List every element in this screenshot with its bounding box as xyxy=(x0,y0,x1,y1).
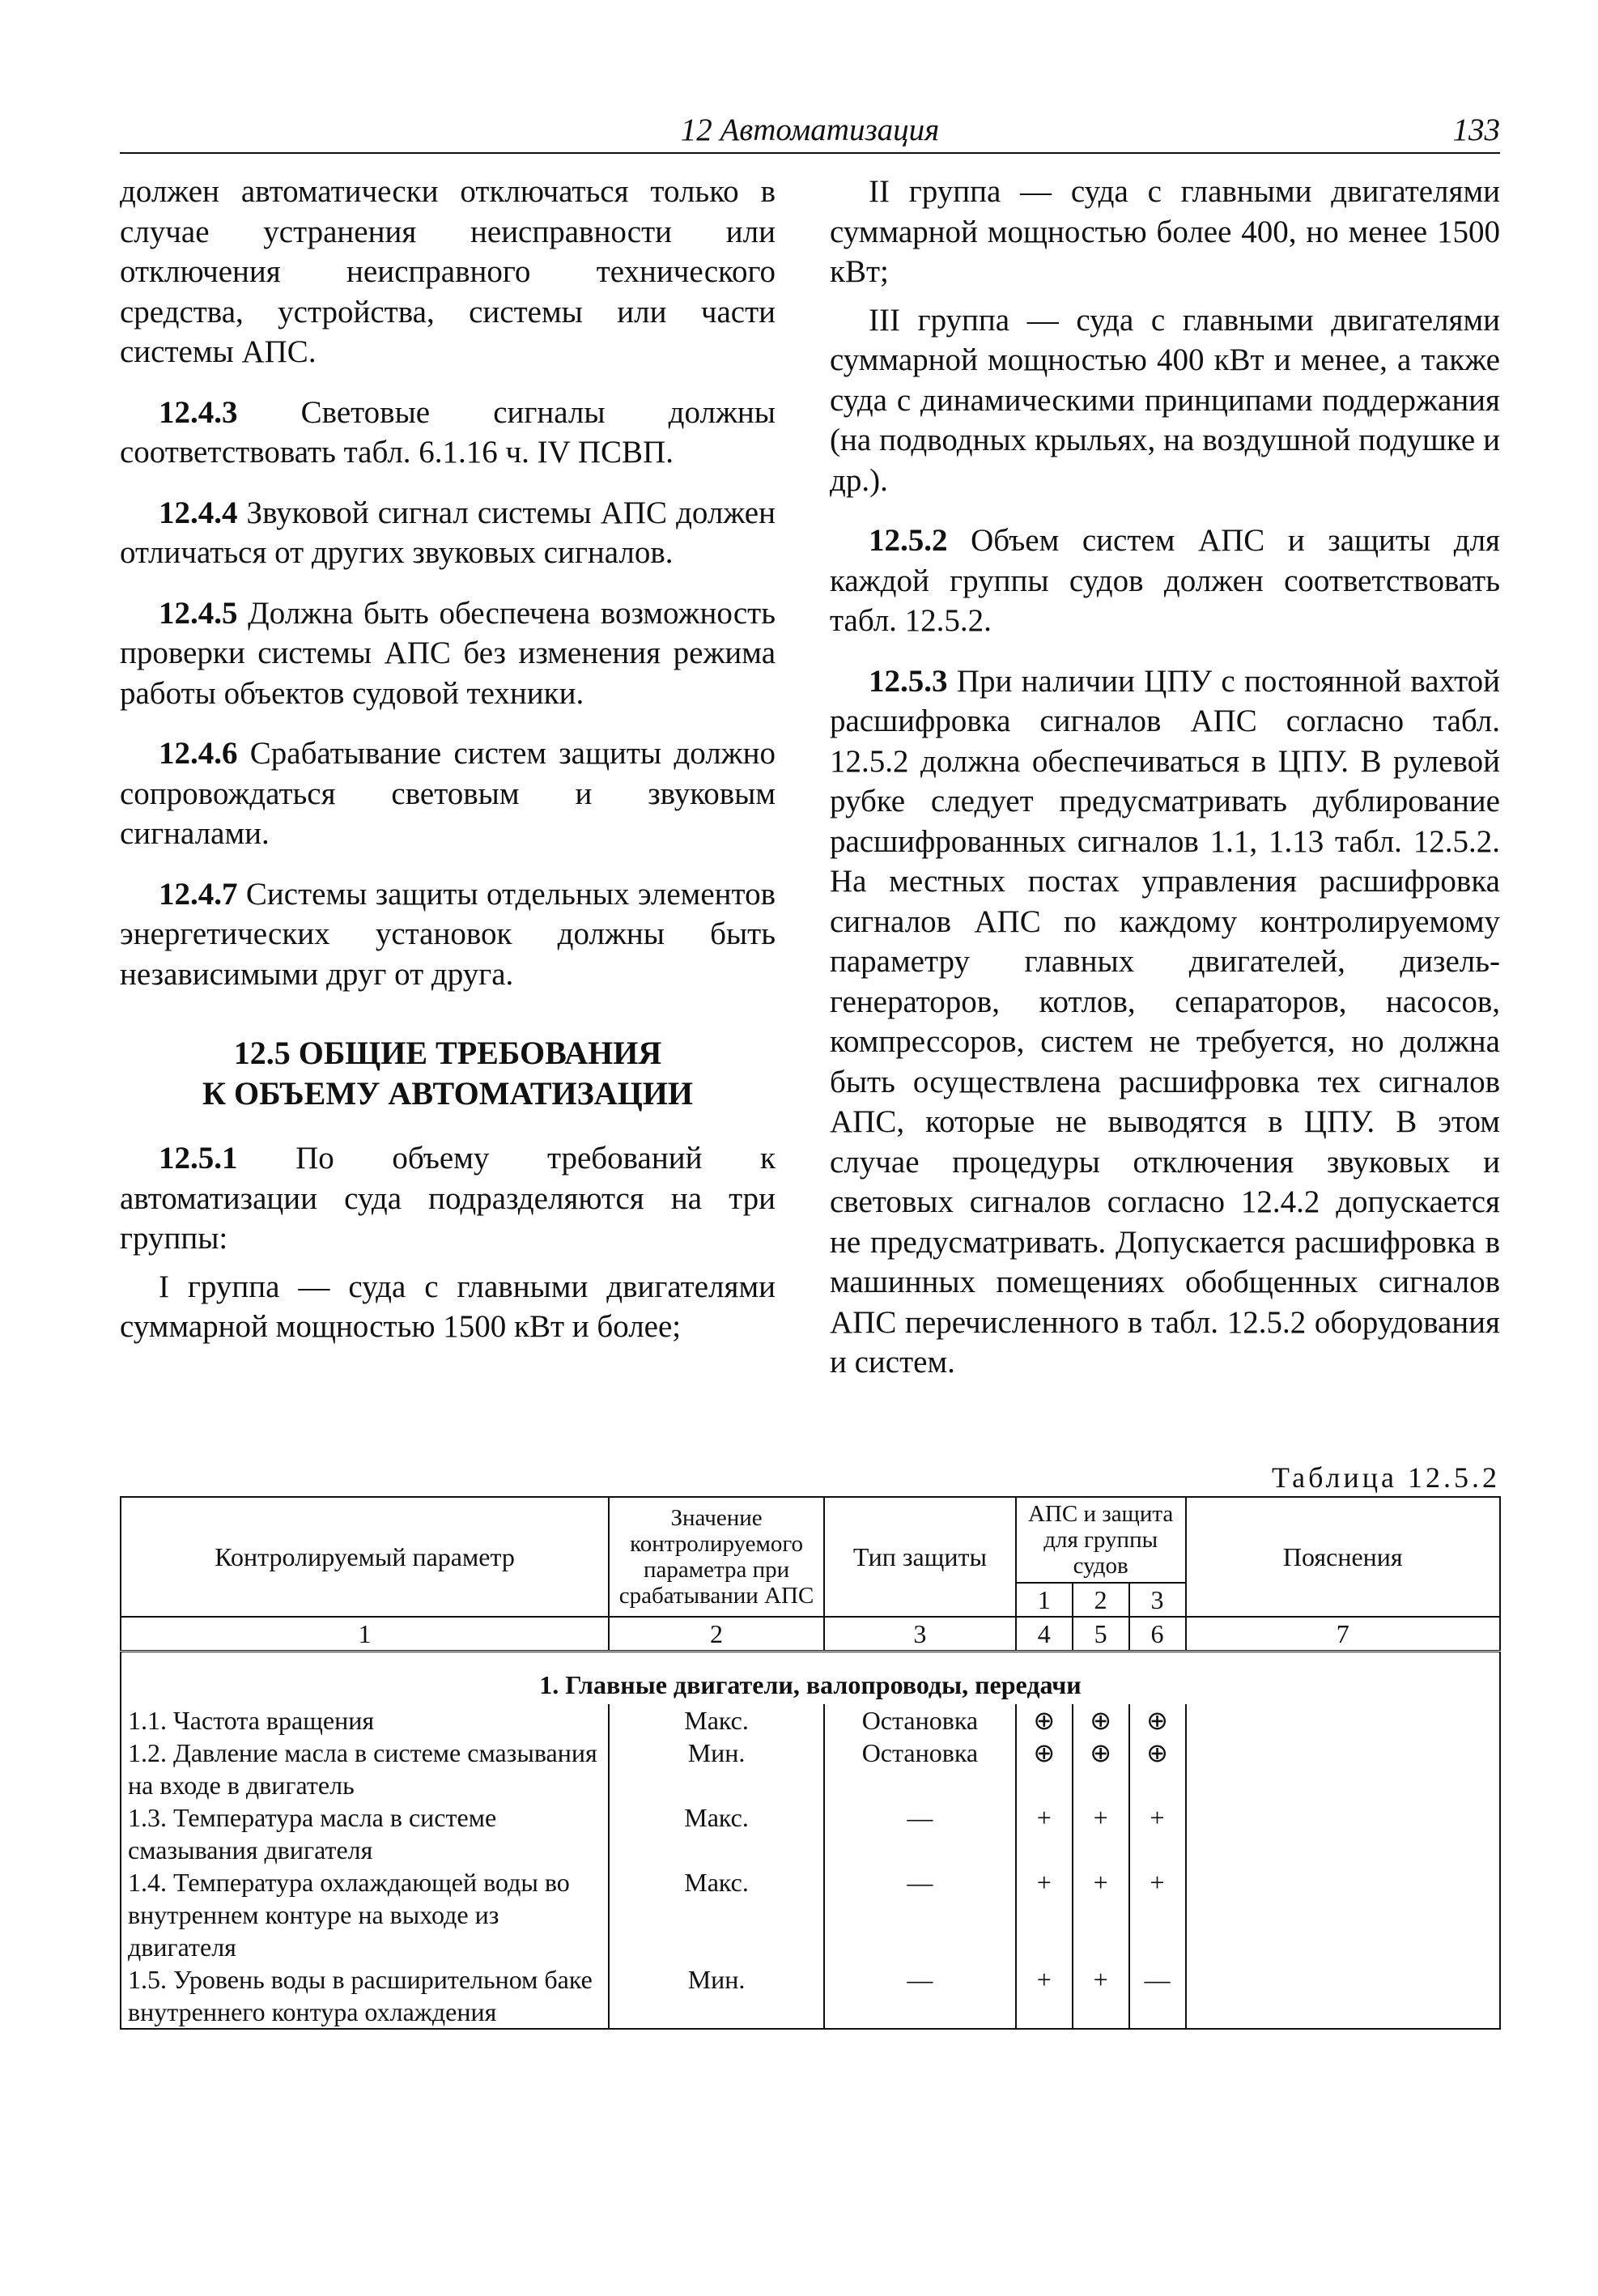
cell-protection: — xyxy=(824,1801,1016,1866)
cell-value: Макс. xyxy=(609,1704,824,1737)
cell-g2: + xyxy=(1073,1801,1129,1866)
cell-notes xyxy=(1186,1963,1500,2029)
cell-g1: ⊕ xyxy=(1016,1704,1073,1737)
column-number: 4 xyxy=(1016,1617,1073,1652)
clause-text: Звуковой сигнал системы АПС должен отличаться от других звуковых сигналов. xyxy=(120,495,776,570)
cell-protection: — xyxy=(824,1963,1016,2029)
table-row xyxy=(121,1704,1500,1737)
header-notes: Пояснения xyxy=(1186,1497,1500,1617)
clause-number: 12.4.5 xyxy=(159,595,238,631)
group-title: 1. Главные двигатели, валопроводы, передачи xyxy=(121,1652,1500,1705)
cell-g1: ⊕ xyxy=(1016,1737,1073,1801)
clause-12-4-3 xyxy=(120,393,776,473)
cell-g1: + xyxy=(1016,1866,1073,1963)
running-header xyxy=(120,112,1500,154)
group-row xyxy=(121,1652,1500,1705)
group-1-definition: I группа — суда с главными двигателями суммарной мощностью 1500 кВт и более; xyxy=(120,1269,776,1344)
cell-param: 1.5. Уровень воды в расширительном баке внутреннего контура охлаждения xyxy=(121,1963,609,2029)
cell-g3: + xyxy=(1129,1801,1186,1866)
header-param: Контролируемый параметр xyxy=(121,1497,609,1617)
clause-text: Световые сигналы должны соответствовать табл. 6.1.16 ч. IV ПСВП. xyxy=(120,394,776,470)
table-row xyxy=(121,1866,1500,1963)
column-number: 2 xyxy=(609,1617,824,1652)
header-aps: АПС и защита для группы судов xyxy=(1016,1497,1186,1583)
left-column xyxy=(120,172,776,1367)
section-title xyxy=(120,1033,776,1114)
cell-g2: ⊕ xyxy=(1073,1704,1129,1737)
cell-g1: + xyxy=(1016,1963,1073,2029)
group-2-definition: II группа — суда с главными двигателями суммарной мощностью более 400, но менее 1500 кВт; xyxy=(830,174,1500,289)
clause-text: По объему требований к автоматизации суда подразделяются на три группы: xyxy=(120,1141,776,1256)
clause-12-5-1 xyxy=(120,1138,776,1259)
clause-text: Должна быть обеспечена возможность проверки системы АПС без изменения режима работы объектов судовой техники. xyxy=(120,595,776,711)
clause-number: 12.5.2 xyxy=(869,523,948,558)
cell-g3: + xyxy=(1129,1866,1186,1963)
clause-text: Системы защиты отдельных элементов энергетических установок должны быть независимыми друг от друга. xyxy=(120,876,776,992)
header-group-2: 2 xyxy=(1073,1583,1129,1617)
clause-12-4-6 xyxy=(120,733,776,854)
group-3-definition: III группа — суда с главными двигателями суммарной мощностью 400 кВт и менее, а также суда с динамическими принципами поддержания (на подводных крыльях, на воздушной подушке и др.). xyxy=(830,302,1500,498)
requirements-table xyxy=(120,1496,1501,2030)
section-title-line: 12.5 ОБЩИЕ ТРЕБОВАНИЯ xyxy=(233,1035,662,1071)
header-value: Значение контролируемого параметра при срабатывании АПС xyxy=(609,1497,824,1617)
cell-notes xyxy=(1186,1866,1500,1963)
table-row xyxy=(121,1737,1500,1801)
clause-12-4-4 xyxy=(120,493,776,573)
section-title-line: К ОБЪЕМУ АВТОМАТИЗАЦИИ xyxy=(202,1075,693,1112)
cell-g3: ⊕ xyxy=(1129,1737,1186,1801)
page-number: 133 xyxy=(1452,113,1500,147)
table-row xyxy=(121,1963,1500,2029)
clause-12-4-5 xyxy=(120,593,776,714)
cell-g2: + xyxy=(1073,1866,1129,1963)
cell-param: 1.4. Температура охлаждающей воды во внутреннем контуре на выходе из двигателя xyxy=(121,1866,609,1963)
clause-number: 12.4.4 xyxy=(159,495,238,530)
chapter-title: 12 Автоматизация xyxy=(680,113,940,147)
clause-number: 12.5.1 xyxy=(159,1141,238,1176)
cell-value: Мин. xyxy=(609,1737,824,1801)
cell-param: 1.3. Температура масла в системе смазывания двигателя xyxy=(121,1801,609,1866)
cell-param: 1.1. Частота вращения xyxy=(121,1704,609,1737)
column-number: 5 xyxy=(1073,1617,1129,1652)
cell-notes xyxy=(1186,1737,1500,1801)
cell-g1: + xyxy=(1016,1801,1073,1866)
cell-protection: Остановка xyxy=(824,1737,1016,1801)
column-number: 1 xyxy=(121,1617,609,1652)
cell-g3: ⊕ xyxy=(1129,1704,1186,1737)
clause-text: Объем систем АПС и защиты для каждой группы судов должен соответствовать табл. 12.5.2. xyxy=(830,523,1500,638)
cell-g2: ⊕ xyxy=(1073,1737,1129,1801)
header-group-3: 3 xyxy=(1129,1583,1186,1617)
clause-text: При наличии ЦПУ с постоянной вахтой расшифровка сигналов АПС согласно табл. 12.5.2 должна обеспечиваться в ЦПУ. В рулевой рубке следует предусматривать дублирование расшифрованных сигналов 1.1, 1.13 табл. 12.5.2. На местных постах управления расшифровка сигналов АПС по каждому контролируемому параметру главных двигателей, дизель-генераторов, котлов, сепараторов, насосов, компрессоров, систем не требуется, но должна быть осуществлена расшифровка тех сигналов АПС, которые не выводятся в ЦПУ. В этом случае процедуры отключения звуковых и световых сигналов согласно 12.4.2 допускается не предусматривать. Допускается расшифровка в машинных помещениях обобщенных сигналов АПС перечисленного в табл. 12.5.2 оборудования и систем. xyxy=(830,663,1500,1380)
cell-protection: Остановка xyxy=(824,1704,1016,1737)
clause-12-5-3 xyxy=(830,661,1500,1383)
cell-g3: — xyxy=(1129,1963,1186,2029)
clause-number: 12.5.3 xyxy=(869,663,948,699)
paragraph-continuation: должен автоматически отключаться только в случае устранения неисправности или отключения неисправного технического средства, устройства, системы или части системы АПС. xyxy=(120,174,776,369)
header-protection: Тип защиты xyxy=(824,1497,1016,1617)
column-number: 6 xyxy=(1129,1617,1186,1652)
table-caption: Таблица 12.5.2 xyxy=(1272,1461,1500,1494)
column-number-row xyxy=(121,1617,1500,1652)
cell-param: 1.2. Давление масла в системе смазывания на входе в двигатель xyxy=(121,1737,609,1801)
right-column xyxy=(830,172,1500,1403)
table-row xyxy=(121,1801,1500,1866)
header-group-1: 1 xyxy=(1016,1583,1073,1617)
cell-value: Макс. xyxy=(609,1801,824,1866)
clause-number: 12.4.3 xyxy=(159,394,238,430)
clause-number: 12.4.7 xyxy=(159,876,238,912)
cell-notes xyxy=(1186,1704,1500,1737)
cell-g2: + xyxy=(1073,1963,1129,2029)
clause-12-5-2 xyxy=(830,521,1500,641)
clause-text: Срабатывание систем защиты должно сопровождаться световым и звуковым сигналами. xyxy=(120,736,776,851)
cell-protection: — xyxy=(824,1866,1016,1963)
cell-value: Мин. xyxy=(609,1963,824,2029)
column-number: 7 xyxy=(1186,1617,1500,1652)
column-number: 3 xyxy=(824,1617,1016,1652)
cell-notes xyxy=(1186,1801,1500,1866)
clause-12-4-7 xyxy=(120,874,776,995)
cell-value: Макс. xyxy=(609,1866,824,1963)
clause-number: 12.4.6 xyxy=(159,736,238,771)
